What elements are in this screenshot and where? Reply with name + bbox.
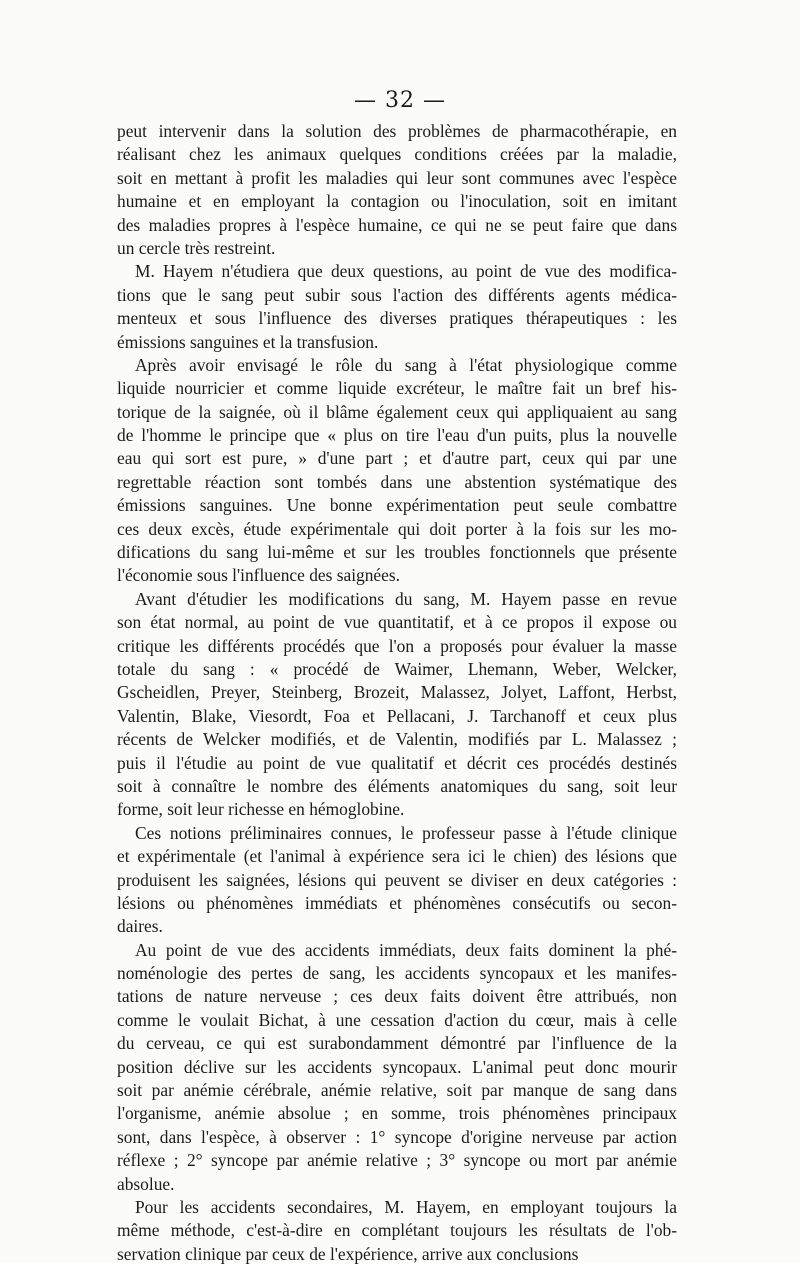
paragraph xyxy=(117,588,677,822)
text-line: comme le voulait Bichat, à une cessation d'action du cœur, mais à celle xyxy=(117,1009,677,1030)
text-line: lésions ou phénomènes immédiats et phénomènes consécutifs ou secon- xyxy=(117,892,677,913)
text-line: du cerveau, ce qui est surabondamment démontré par l'influence de la xyxy=(117,1033,677,1054)
text-line: forme, soit leur richesse en hémoglobine. xyxy=(117,799,405,820)
text-line: Après avoir envisagé le rôle du sang à l'état physiologique comme xyxy=(135,354,677,375)
text-line: Gscheidlen, Preyer, Steinberg, Brozeit, Malassez, Jolyet, Laffont, Herbst, xyxy=(117,682,677,703)
text-line: torique de la saignée, où il blâme également ceux qui appliquaient au sang xyxy=(117,401,677,422)
text-line: critique les différents procédés que l'on a proposés pour évaluer la masse xyxy=(117,635,677,656)
text-line: réalisant chez les animaux quelques conditions créées par la maladie, xyxy=(117,144,677,165)
text-line: liquide nourricier et comme liquide excréteur, le maître fait un bref his- xyxy=(117,378,677,399)
text-line: Pour les accidents secondaires, M. Hayem, en employant toujours la xyxy=(135,1196,677,1217)
paragraph xyxy=(117,260,677,354)
text-line: un cercle très restreint. xyxy=(117,237,276,258)
paragraph xyxy=(117,939,677,1196)
text-line: réflexe ; 2° syncope par anémie relative ; 3° syncope ou mort par anémie xyxy=(117,1150,677,1171)
paragraph xyxy=(117,354,677,588)
text-line: émissions sanguines. Une bonne expérimentation peut seule combattre xyxy=(117,495,677,516)
text-line: produisent les saignées, lésions qui peuvent se diviser en deux catégories : xyxy=(117,869,677,890)
text-line: l'économie sous l'influence des saignées. xyxy=(117,565,400,586)
text-line: peut intervenir dans la solution des problèmes de pharmacothérapie, en xyxy=(117,121,677,141)
text-line: des maladies propres à l'espèce humaine, ce qui ne se peut faire que dans xyxy=(117,214,677,235)
text-line: de l'homme le principe que « plus on tire l'eau d'un puits, plus la nouvelle xyxy=(117,425,677,446)
text-line: M. Hayem n'étudiera que deux questions, au point de vue des modifica- xyxy=(135,261,677,282)
text-line: son état normal, au point de vue quantitatif, et à ce propos il expose ou xyxy=(117,612,677,633)
text-line: Valentin, Blake, Viesordt, Foa et Pellacani, J. Tarchanoff et ceux plus xyxy=(117,705,677,726)
text-line: sont, dans l'espèce, à observer : 1° syncope d'origine nerveuse par action xyxy=(117,1126,677,1147)
text-line: et expérimentale (et l'animal à expérience sera ici le chien) des lésions que xyxy=(117,846,677,867)
text-line: regrettable réaction sont tombés dans une abstention systématique des xyxy=(117,471,677,492)
text-line: humaine et en employant la contagion ou l'inoculation, soit en imitant xyxy=(117,191,677,212)
body-text xyxy=(117,120,677,1266)
text-line: puis il l'étudie au point de vue qualitatif et décrit ces procédés destinés xyxy=(117,752,677,773)
text-line: daires. xyxy=(117,916,163,937)
text-line: menteux et sous l'influence des diverses pratiques thérapeutiques : les xyxy=(117,308,677,329)
text-line: Avant d'étudier les modifications du sang, M. Hayem passe en revue xyxy=(135,588,677,609)
paragraph xyxy=(117,822,677,939)
text-line: ces deux excès, étude expérimentale qui doit porter à la fois sur les mo- xyxy=(117,518,677,539)
text-line: position déclive sur les accidents syncopaux. L'animal peut donc mourir xyxy=(117,1056,677,1077)
text-line: l'organisme, anémie absolue ; en somme, trois phénomènes principaux xyxy=(117,1103,677,1124)
text-line: émissions sanguines et la transfusion. xyxy=(117,331,379,352)
text-line: noménologie des pertes de sang, les accidents syncopaux et les manifes- xyxy=(117,963,677,984)
paragraph xyxy=(117,120,677,260)
page-number: — 32 — xyxy=(354,88,446,113)
text-line: Au point de vue des accidents immédiats, deux faits dominent la phé- xyxy=(135,939,677,960)
text-line: tions que le sang peut subir sous l'action des différents agents médica- xyxy=(117,284,677,305)
text-line: récents de Welcker modifiés, et de Valentin, modifiés par L. Malassez ; xyxy=(117,729,677,750)
text-line: servation clinique par ceux de l'expérience, arrive aux conclusions xyxy=(117,1243,579,1264)
text-line: soit à connaître le nombre des éléments anatomiques du sang, soit leur xyxy=(117,775,677,796)
text-line: eau qui sort est pure, » d'une part ; et d'autre part, ceux qui par une xyxy=(117,448,677,469)
text-line: même méthode, c'est-à-dire en complétant toujours les résultats de l'ob- xyxy=(117,1220,677,1241)
text-line: tations de nature nerveuse ; ces deux faits doivent être attribués, non xyxy=(117,986,677,1007)
text-line: difications du sang lui-même et sur les troubles fonctionnels que présente xyxy=(117,542,677,563)
text-line: Ces notions préliminaires connues, le professeur passe à l'étude clinique xyxy=(135,822,677,843)
text-line: soit en mettant à profit les maladies qui leur sont communes avec l'espèce xyxy=(117,167,677,188)
text-line: absolue. xyxy=(117,1173,175,1194)
paragraph xyxy=(117,1196,677,1266)
text-line: totale du sang : « procédé de Waimer, Lhemann, Weber, Welcker, xyxy=(117,658,677,679)
text-line: soit par anémie cérébrale, anémie relative, soit par manque de sang dans xyxy=(117,1080,677,1101)
